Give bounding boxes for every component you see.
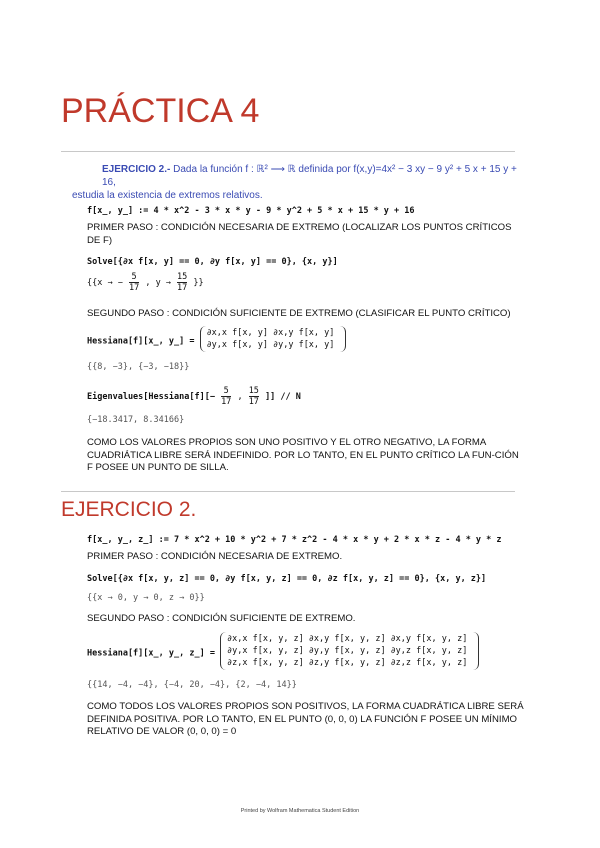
step1-heading-2: PRIMER PASO : CONDICIÓN NECESARIA DE EXTREMO. xyxy=(87,551,343,562)
solve-output-2: {{x → 0, y → 0, z → 0}} xyxy=(87,593,205,603)
hessian-matrix-2: ∂x,x f[x, y, z] ∂x,y f[x, y, z] ∂x,y f[x, y, z] ∂y,x f[x, y, z] ∂y,y f[x, y, z] ∂y,z f[x, y, z] ∂z,x f[x, y, z] ∂z,y f[x, y, z] ∂z,z f[x, y, z] xyxy=(220,632,479,670)
page-title: PRÁCTICA 4 xyxy=(61,92,260,130)
solve-input-1: Solve[{∂x f[x, y] == 0, ∂y f[x, y] == 0}, {x, y}] xyxy=(87,257,338,267)
hessian-matrix-1: ∂x,x f[x, y] ∂x,y f[x, y] ∂y,x f[x, y] ∂y,y f[x, y] xyxy=(200,326,347,352)
exercise-2-title: EJERCICIO 2. xyxy=(61,498,197,521)
conclusion-2: COMO TODOS LOS VALORES PROPIOS SON POSITIVOS, LA FORMA CUADRÁTICA LIBRE SERÁ DEFINIDA POSITIVA. POR LO TANTO, EN EL PUNTO (0, 0, 0) LA FUNCIÓN F POSEE UN MÍNIMO RELATIVO DE VALOR (0, 0, 0) = 0 xyxy=(87,701,524,737)
conclusion-1: COMO LOS VALORES PROPIOS SON UNO POSITIVO Y EL OTRO NEGATIVO, LA FORMA CUADRIÁTICA LIBRE SERÁ INDEFINIDO. POR LO TANTO, EN EL PUNTO CRÍTICO LA FUN-CIÓN F POSEE UN PUNTO DE SILLA. xyxy=(87,437,519,473)
function-definition-2: f[x_, y_, z_] := 7 * x^2 + 10 * y^2 + 7 * z^2 - 4 * x * y + 2 * x * z - 4 * y * z xyxy=(87,535,502,545)
section-divider xyxy=(61,491,515,492)
statement-line2: estudia la existencia de extremos relativos. xyxy=(72,190,263,201)
statement-function-signature: f : ℝ² ⟶ ℝ xyxy=(245,164,296,175)
hessian-lhs-1: Hessiana[f][x_, y_] = xyxy=(87,336,195,347)
solve-input-2: Solve[{∂x f[x, y, z] == 0, ∂y f[x, y, z] == 0, ∂z f[x, y, z] == 0}, {x, y, z}] xyxy=(87,574,487,584)
eigenvalues-output-1: {−18.3417, 8.34166} xyxy=(87,415,185,425)
hessian-definition-1 xyxy=(87,326,346,352)
solve-output-1: {{x → − $\frac{5}{17}$ , y → $\frac{15}{17}$ }} xyxy=(87,272,204,293)
statement-heading: EJERCICIO 2.- xyxy=(102,164,171,175)
function-definition-1: f[x_, y_] := 4 * x^2 - 3 * x * y - 9 * y^2 + 5 * x + 15 * y + 16 xyxy=(87,206,415,216)
step2-heading-1: SEGUNDO PASO : CONDICIÓN SUFICIENTE DE EXTREMO (CLASIFICAR EL PUNTO CRÍTICO) xyxy=(87,308,511,319)
step2-heading-2: SEGUNDO PASO : CONDICIÓN SUFICIENTE DE EXTREMO. xyxy=(87,613,356,624)
hessian-output-1: {{8, −3}, {−3, −18}} xyxy=(87,362,190,372)
statement-text-a: Dada la función xyxy=(173,164,243,175)
hessian-lhs-2: Hessiana[f][x_, y_, z_] = xyxy=(87,648,215,659)
eigenvalues-input-1: Eigenvalues[Hessiana[f][− $\frac{5}{17}$ , $\frac{15}{17}$ ]] // N xyxy=(87,386,301,407)
hessian-definition-2 xyxy=(87,632,479,670)
step1-heading-1: PRIMER PASO : CONDICIÓN NECESARIA DE EXTREMO (LOCALIZAR LOS PUNTOS CRÍTICOS DE F) xyxy=(87,222,512,246)
exercise-statement xyxy=(72,163,522,202)
statement-text-b: definida por f(x,y)=4x² − 3 xy − 9 y² + 5 x + 15 y + 16, xyxy=(102,164,517,188)
print-footer: Printed by Wolfram Mathematica Student Edition xyxy=(240,808,360,814)
hessian-output-2: {{14, −4, −4}, {−4, 20, −4}, {2, −4, 14}} xyxy=(87,680,297,690)
top-divider xyxy=(61,151,515,152)
